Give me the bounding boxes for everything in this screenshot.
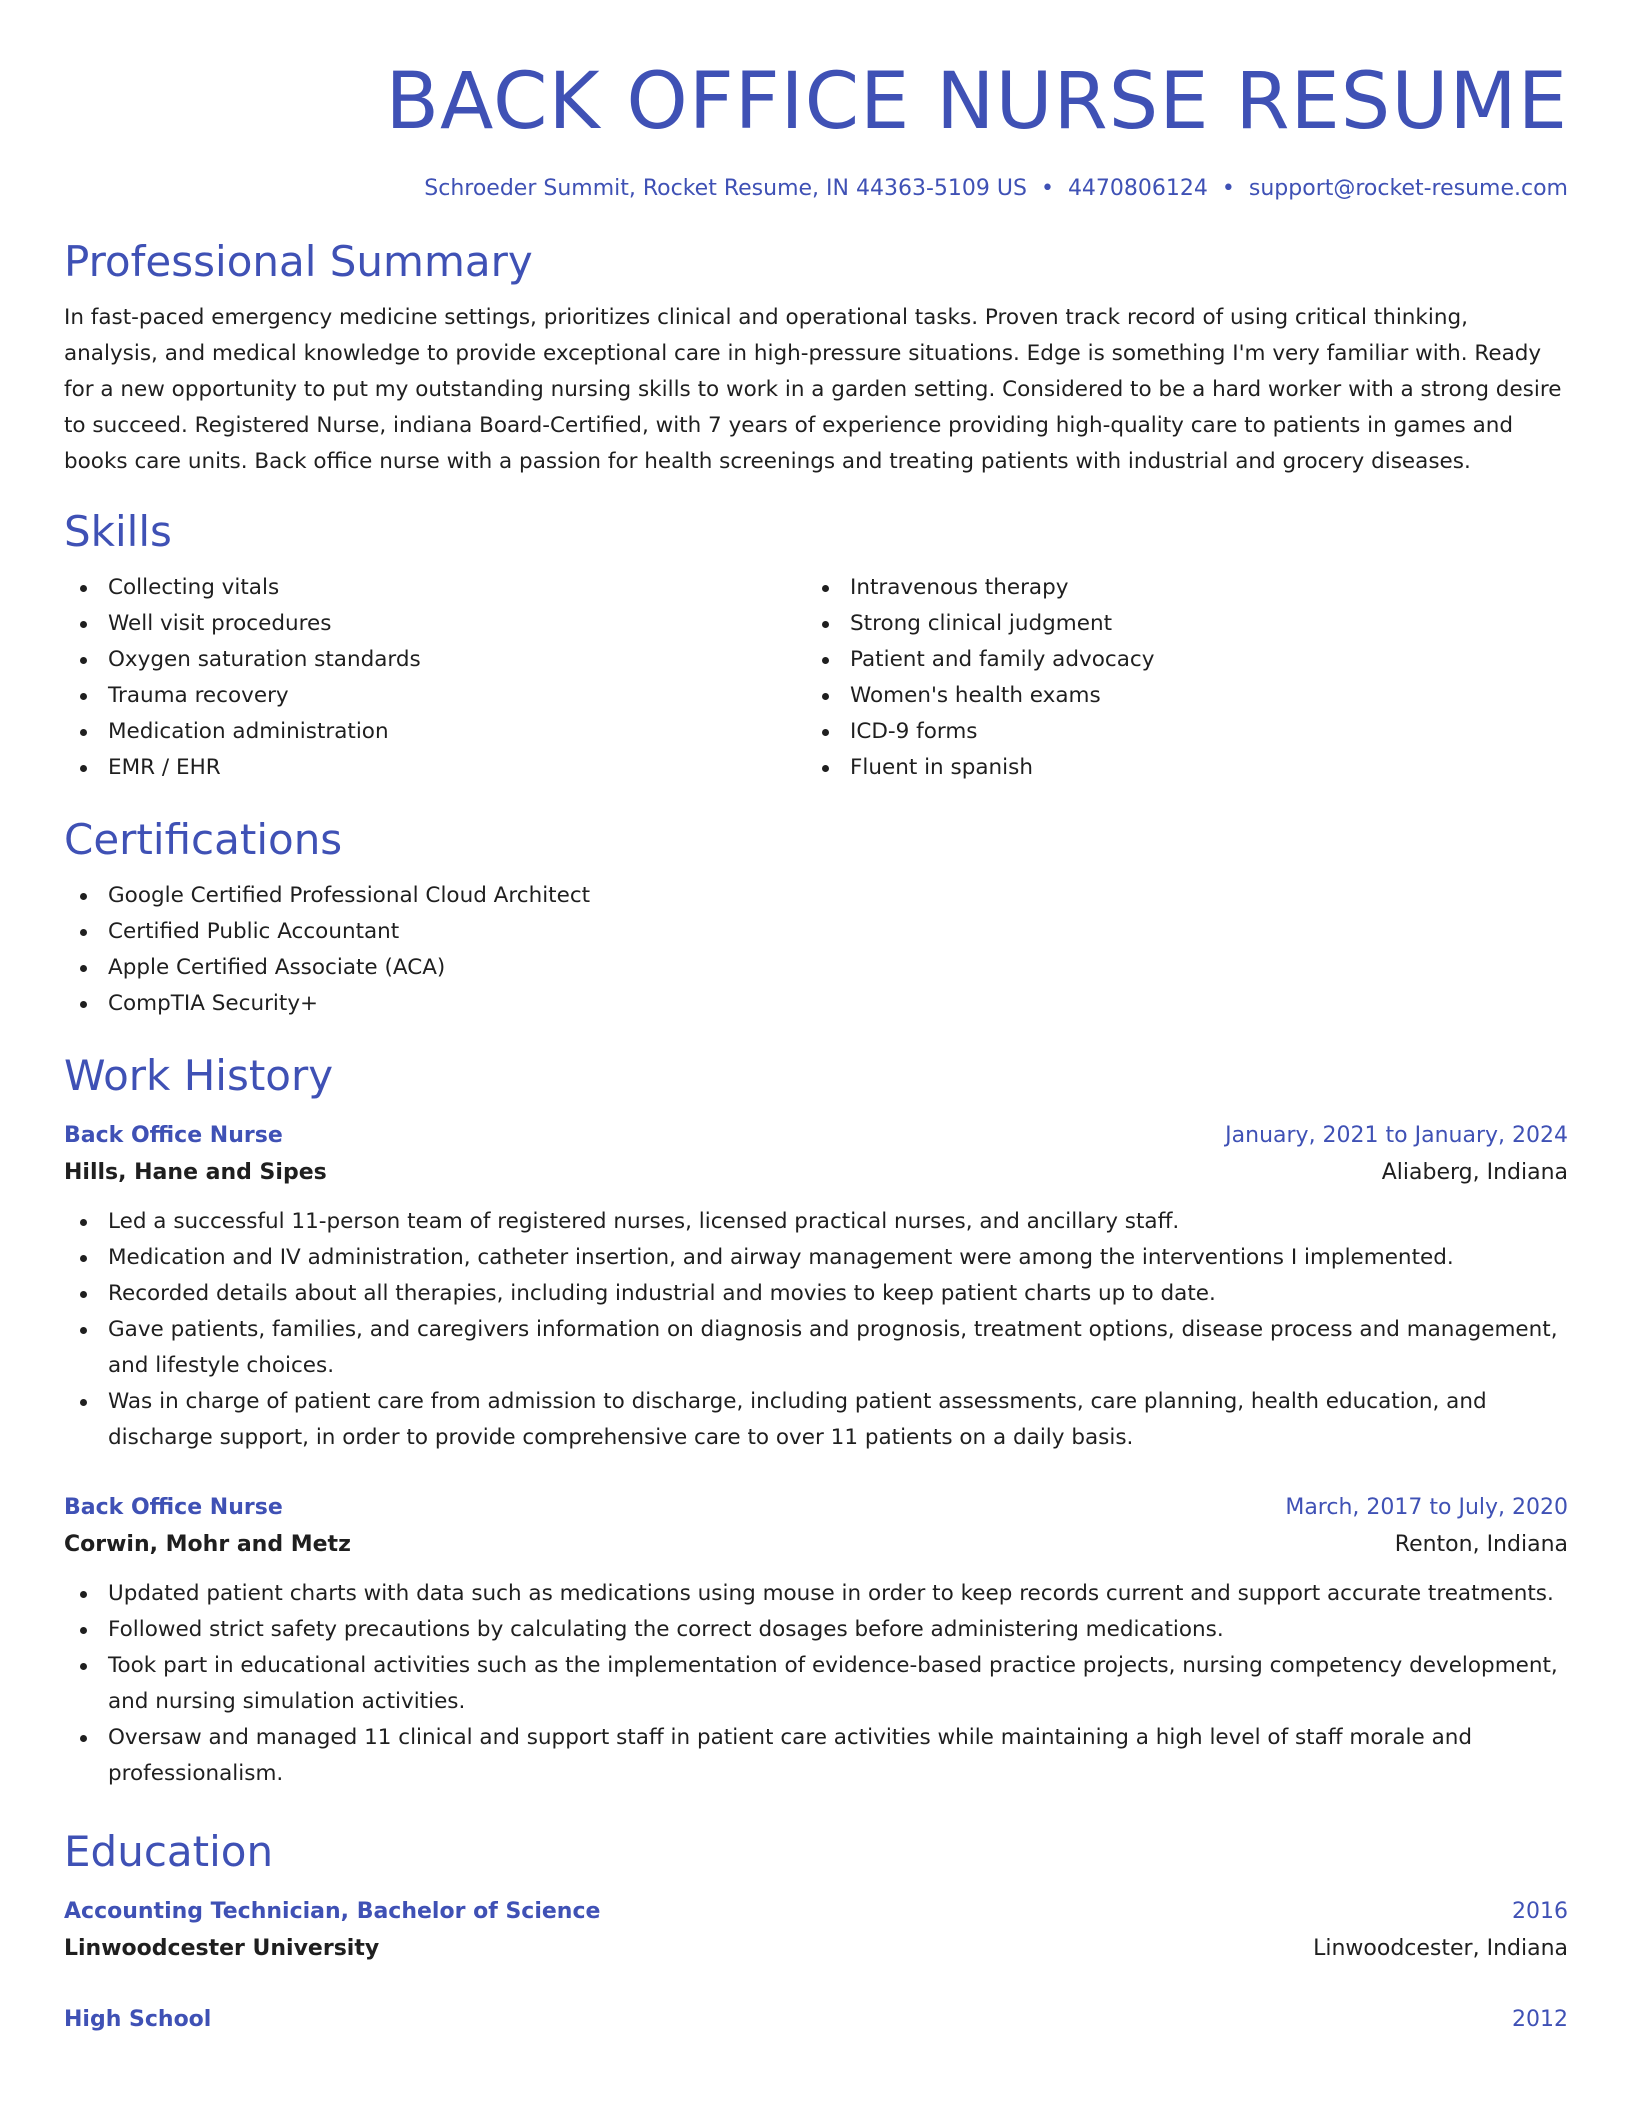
skill-item: EMR / EHR (64, 750, 806, 786)
skill-item: ICD-9 forms (806, 714, 1548, 750)
job-bullet: Medication and IV administration, catheter insertion, and airway management were among the interventions I implemented. (64, 1240, 1568, 1276)
education-degree: High School (64, 2007, 212, 2032)
job-bullet: Oversaw and managed 11 clinical and support staff in patient care activities while maintaining a high level of staff morale and professionalism. (64, 1720, 1568, 1792)
job-header-row (64, 1490, 1568, 1526)
contact-separator: • (1221, 176, 1235, 201)
job-location: Aliaberg, Indiana (1381, 1160, 1568, 1185)
job-bullet: Was in charge of patient care from admission to discharge, including patient assessments, care planning, health education, and discharge support, in order to provide comprehensive care to over 11 patients on a daily basis. (64, 1384, 1568, 1456)
job-bullet: Recorded details about all therapies, including industrial and movies to keep patient charts up to date. (64, 1276, 1568, 1312)
job-title: Back Office Nurse (64, 1495, 283, 1520)
job-bullet: Gave patients, families, and caregivers information on diagnosis and prognosis, treatment options, disease process and management, and lifestyle choices. (64, 1312, 1568, 1384)
job-company-row (64, 1526, 1568, 1564)
job-header-row (64, 1118, 1568, 1154)
certification-item: Certified Public Accountant (64, 914, 1568, 950)
section-heading-summary: Professional Summary (64, 237, 533, 286)
skill-item: Women's health exams (806, 678, 1548, 714)
skill-item: Trauma recovery (64, 678, 806, 714)
certification-item: Google Certified Professional Cloud Architect (64, 878, 1568, 914)
job-entry (64, 1118, 1568, 1456)
skill-item: Intravenous therapy (806, 570, 1548, 606)
certification-item: Apple Certified Associate (ACA) (64, 950, 1568, 986)
job-location: Renton, Indiana (1394, 1532, 1568, 1557)
job-bullets (64, 1204, 1568, 1456)
education-school-row (64, 1930, 1568, 1968)
job-bullet: Updated patient charts with data such as medications using mouse in order to keep records current and support accurate treatments. (64, 1576, 1568, 1612)
contact-address: Schroeder Summit, Rocket Resume, IN 44363-5109 US (424, 176, 1027, 201)
contact-phone[interactable]: 4470806124 (1067, 176, 1208, 201)
skill-item: Fluent in spanish (806, 750, 1548, 786)
contact-separator: • (1040, 176, 1054, 201)
skill-item: Patient and family advocacy (806, 642, 1548, 678)
certifications-list (64, 878, 1568, 1022)
job-company-row (64, 1154, 1568, 1192)
job-entry (64, 1490, 1568, 1792)
education-year: 2016 (1512, 1899, 1568, 1924)
contact-email[interactable]: support@rocket-resume.com (1248, 176, 1568, 201)
section-heading-certifications: Certifications (64, 815, 343, 864)
education-degree: Accounting Technician, Bachelor of Science (64, 1899, 601, 1924)
education-entry (64, 1894, 1568, 1968)
contact-line (64, 172, 1568, 206)
skills-columns (64, 570, 1568, 786)
job-company: Corwin, Mohr and Metz (64, 1532, 351, 1557)
job-bullet: Followed strict safety precautions by calculating the correct dosages before administering medications. (64, 1612, 1568, 1648)
skill-item: Medication administration (64, 714, 806, 750)
job-bullet: Took part in educational activities such as the implementation of evidence-based practice projects, nursing competency development, and nursing simulation activities. (64, 1648, 1568, 1720)
section-heading-work-history: Work History (64, 1051, 334, 1100)
job-dates: January, 2021 to January, 2024 (1225, 1123, 1568, 1148)
skill-item: Oxygen saturation standards (64, 642, 806, 678)
education-location: Linwoodcester, Indiana (1313, 1936, 1568, 1961)
summary-text: In fast-paced emergency medicine settings, prioritizes clinical and operational tasks. Proven track record of using critical thinking, analysis, and medical knowledge to provide exceptional care in high-pressure situations. Edge is something I'm very familiar with. Ready for a new opportunity to put my outstanding nursing skills to work in a garden setting. Considered to be a hard worker with a strong desire to succeed. Registered Nurse, indiana Board-Certified, with 7 years of experience providing high-quality care to patients in games and books care units. Back office nurse with a passion for health screenings and treating patients with industrial and grocery diseases. (64, 305, 1562, 474)
job-title: Back Office Nurse (64, 1123, 283, 1148)
education-entry (64, 2002, 1568, 2038)
resume-title: BACK OFFICE NURSE RESUME (385, 57, 1568, 147)
education-year: 2012 (1512, 2007, 1568, 2032)
section-heading-skills: Skills (64, 507, 172, 556)
job-bullet: Led a successful 11-person team of registered nurses, licensed practical nurses, and ancillary staff. (64, 1204, 1568, 1240)
education-school: Linwoodcester University (64, 1936, 380, 1961)
job-dates: March, 2017 to July, 2020 (1285, 1495, 1568, 1520)
skill-item: Strong clinical judgment (806, 606, 1548, 642)
job-bullets (64, 1576, 1568, 1792)
job-company: Hills, Hane and Sipes (64, 1160, 327, 1185)
skill-item: Well visit procedures (64, 606, 806, 642)
skill-item: Collecting vitals (64, 570, 806, 606)
skills-list-right (806, 570, 1548, 786)
education-header-row (64, 2002, 1568, 2038)
certification-item: CompTIA Security+ (64, 986, 1568, 1022)
education-header-row (64, 1894, 1568, 1930)
skills-list-left (64, 570, 806, 786)
section-heading-education: Education (64, 1827, 274, 1876)
